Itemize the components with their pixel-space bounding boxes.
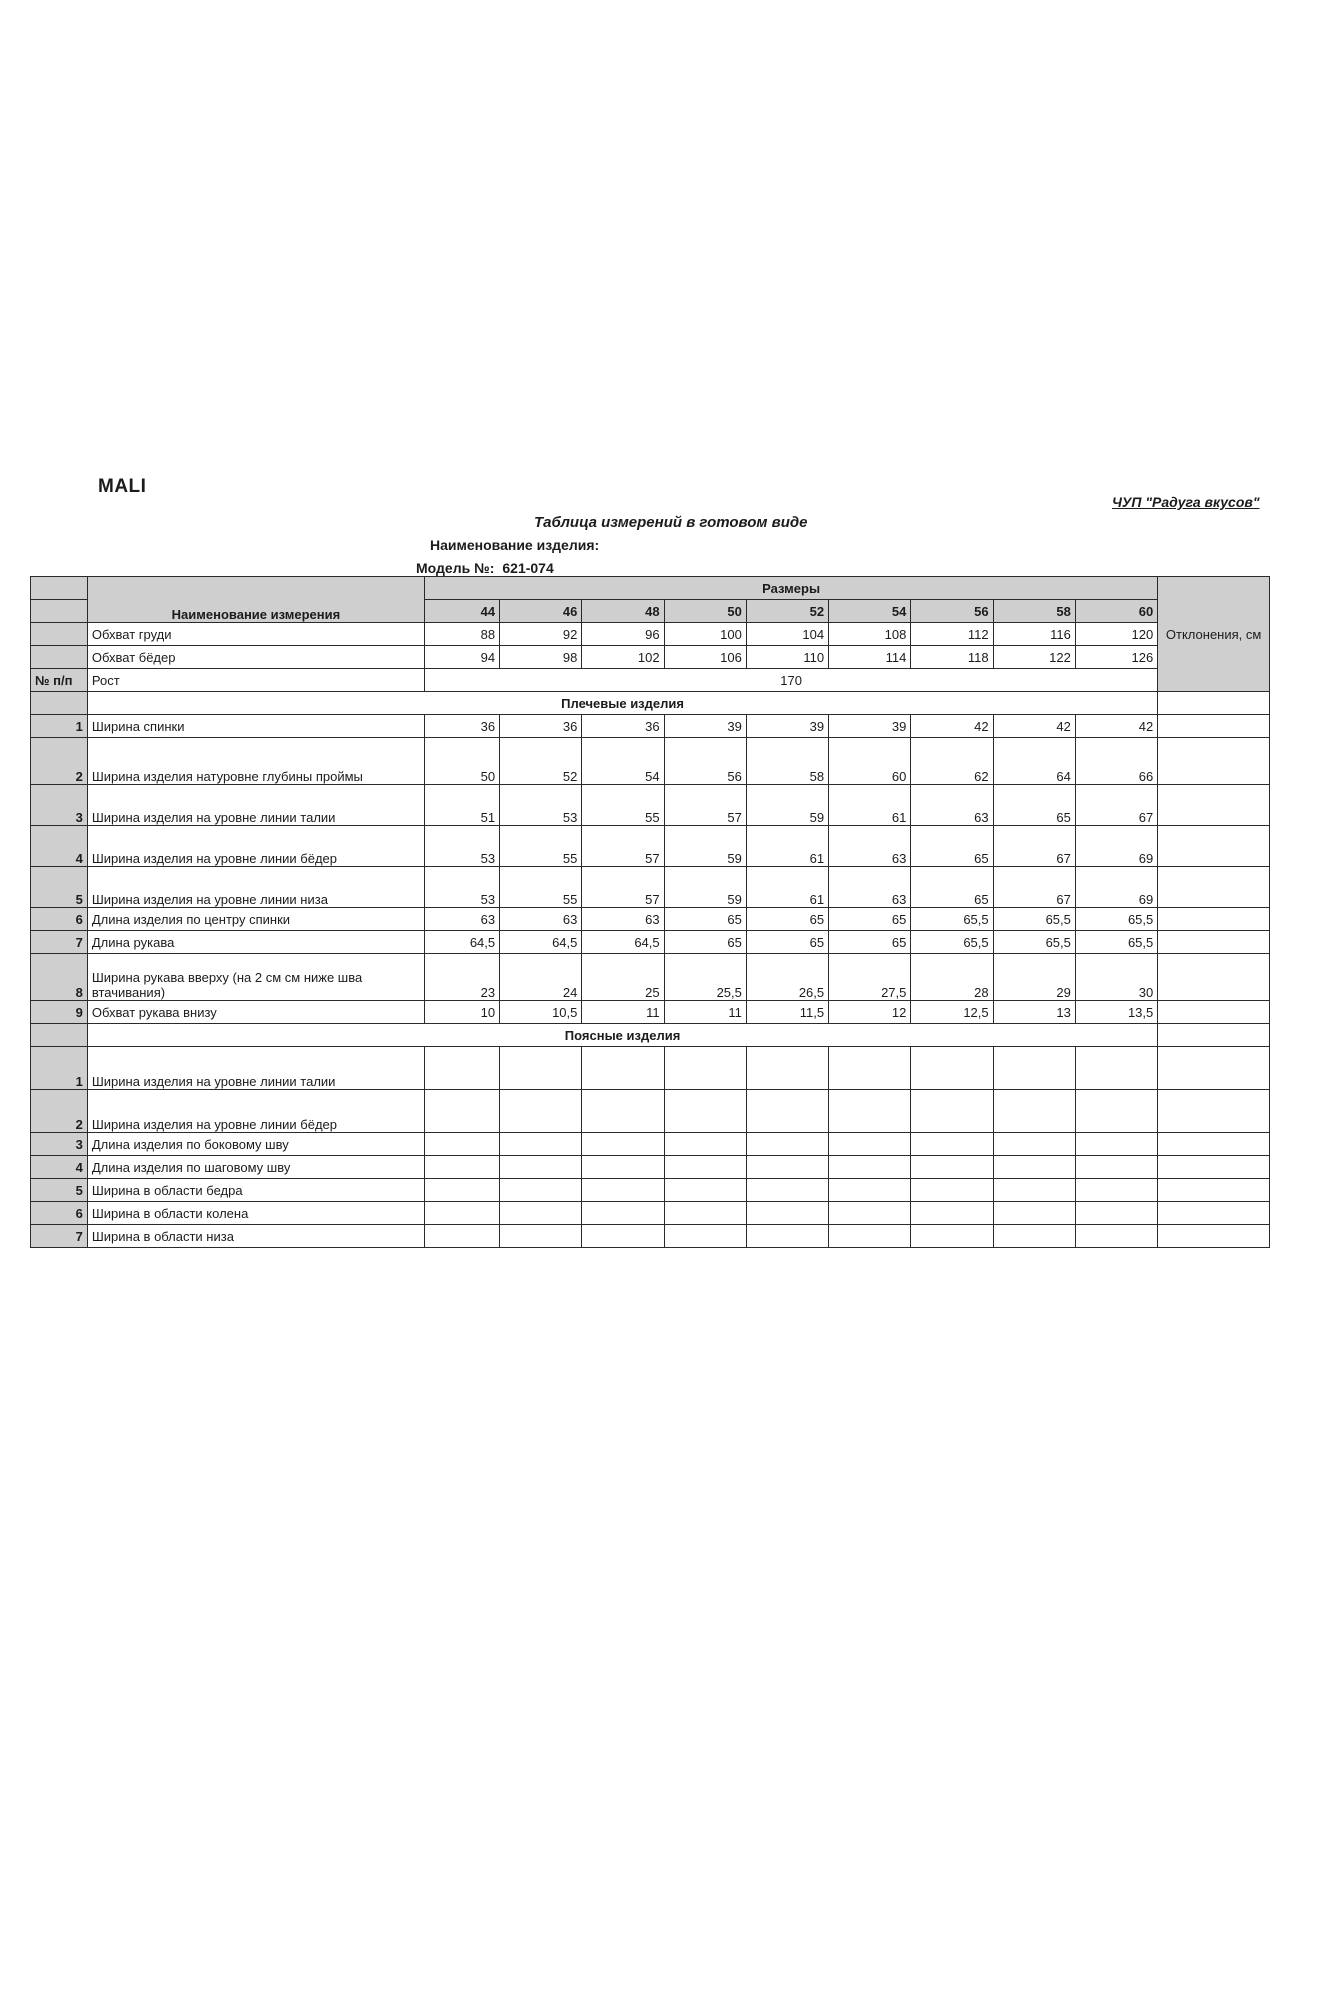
- row-number: 9: [31, 1001, 88, 1024]
- deviation-cell: [1158, 1024, 1270, 1047]
- shoulder-section-title: Плечевые изделия: [87, 692, 1157, 715]
- value-cell: 10: [424, 1001, 499, 1024]
- value-cell: 42: [1075, 715, 1157, 738]
- value-cell: 23: [424, 954, 499, 1001]
- value-cell: 13,5: [1075, 1001, 1157, 1024]
- value-cell: 63: [500, 908, 582, 931]
- value-cell: [993, 1156, 1075, 1179]
- chest-value-cell: 112: [911, 623, 993, 646]
- value-cell: 27,5: [829, 954, 911, 1001]
- measurement-name: Ширина рукава вверху (на 2 см см ниже шва втачивания): [87, 954, 424, 1001]
- chest-value-cell: 108: [829, 623, 911, 646]
- value-cell: [664, 1202, 746, 1225]
- size-header-cell: 58: [993, 600, 1075, 623]
- model-number: 621-074: [502, 560, 554, 576]
- value-cell: 11: [664, 1001, 746, 1024]
- value-cell: [911, 1202, 993, 1225]
- table-row: [31, 1179, 1270, 1202]
- row-number: 2: [31, 1090, 88, 1133]
- hips-label: Обхват бёдер: [87, 646, 424, 669]
- value-cell: [424, 1090, 499, 1133]
- value-cell: 42: [911, 715, 993, 738]
- row-number: 5: [31, 867, 88, 908]
- value-cell: [1075, 1225, 1157, 1248]
- waist-section-title: Поясные изделия: [87, 1024, 1157, 1047]
- hips-value-cell: 110: [746, 646, 828, 669]
- deviation-cell: [1158, 738, 1270, 785]
- value-cell: [911, 1090, 993, 1133]
- value-cell: 26,5: [746, 954, 828, 1001]
- value-cell: [664, 1179, 746, 1202]
- value-cell: 53: [500, 785, 582, 826]
- chest-value-cell: 96: [582, 623, 664, 646]
- value-cell: 65,5: [993, 908, 1075, 931]
- value-cell: [746, 1090, 828, 1133]
- value-cell: 57: [582, 867, 664, 908]
- value-cell: [424, 1156, 499, 1179]
- value-cell: 63: [582, 908, 664, 931]
- measurement-name: Длина изделия по боковому шву: [87, 1133, 424, 1156]
- value-cell: 39: [829, 715, 911, 738]
- value-cell: [500, 1090, 582, 1133]
- value-cell: [664, 1133, 746, 1156]
- value-cell: 64,5: [500, 931, 582, 954]
- hips-value-cell: 126: [1075, 646, 1157, 669]
- value-cell: 24: [500, 954, 582, 1001]
- value-cell: [664, 1090, 746, 1133]
- value-cell: [500, 1047, 582, 1090]
- value-cell: 63: [911, 785, 993, 826]
- corner-cell: [31, 1024, 88, 1047]
- value-cell: 65,5: [1075, 931, 1157, 954]
- chest-value-cell: 88: [424, 623, 499, 646]
- row-number: 6: [31, 1202, 88, 1225]
- hips-value-cell: 98: [500, 646, 582, 669]
- value-cell: 51: [424, 785, 499, 826]
- corner-cell: [31, 646, 88, 669]
- value-cell: [582, 1156, 664, 1179]
- size-header-cell: 52: [746, 600, 828, 623]
- row-number: 7: [31, 931, 88, 954]
- value-cell: 60: [829, 738, 911, 785]
- model-line: [416, 560, 554, 576]
- measurement-name: Длина изделия по центру спинки: [87, 908, 424, 931]
- value-cell: [582, 1225, 664, 1248]
- row-number: 3: [31, 785, 88, 826]
- measurement-name: Ширина в области колена: [87, 1202, 424, 1225]
- measurement-name: Ширина спинки: [87, 715, 424, 738]
- value-cell: [424, 1225, 499, 1248]
- chest-value-cell: 120: [1075, 623, 1157, 646]
- measurement-name: Ширина изделия натуровне глубины проймы: [87, 738, 424, 785]
- height-value: 170: [424, 669, 1157, 692]
- value-cell: 25: [582, 954, 664, 1001]
- value-cell: [664, 1047, 746, 1090]
- value-cell: 42: [993, 715, 1075, 738]
- value-cell: 10,5: [500, 1001, 582, 1024]
- hips-value-cell: 122: [993, 646, 1075, 669]
- size-header-cell: 50: [664, 600, 746, 623]
- deviation-cell: [1158, 1001, 1270, 1024]
- value-cell: 36: [582, 715, 664, 738]
- value-cell: [582, 1202, 664, 1225]
- model-label: Модель №:: [416, 560, 495, 576]
- value-cell: 65: [911, 867, 993, 908]
- row-number-header: № п/п: [31, 669, 88, 692]
- chest-value-cell: 92: [500, 623, 582, 646]
- value-cell: [746, 1156, 828, 1179]
- hips-value-cell: 118: [911, 646, 993, 669]
- size-header-cell: 48: [582, 600, 664, 623]
- measurement-name: Ширина изделия на уровне линии бёдер: [87, 826, 424, 867]
- value-cell: [424, 1202, 499, 1225]
- deviation-cell: [1158, 1156, 1270, 1179]
- value-cell: [911, 1156, 993, 1179]
- value-cell: [829, 1047, 911, 1090]
- value-cell: 11,5: [746, 1001, 828, 1024]
- deviation-cell: [1158, 785, 1270, 826]
- corner-cell: [31, 623, 88, 646]
- value-cell: [911, 1133, 993, 1156]
- value-cell: [664, 1225, 746, 1248]
- table-row: [31, 1047, 1270, 1090]
- value-cell: 53: [424, 826, 499, 867]
- deviation-cell: [1158, 1133, 1270, 1156]
- row-number: 2: [31, 738, 88, 785]
- hips-value-cell: 94: [424, 646, 499, 669]
- hips-value-cell: 106: [664, 646, 746, 669]
- value-cell: 59: [664, 826, 746, 867]
- value-cell: 36: [500, 715, 582, 738]
- value-cell: 65,5: [911, 908, 993, 931]
- measurement-name-header: Наименование измерения: [87, 577, 424, 623]
- size-header-cell: 54: [829, 600, 911, 623]
- value-cell: 61: [829, 785, 911, 826]
- value-cell: 65: [746, 908, 828, 931]
- value-cell: [746, 1133, 828, 1156]
- value-cell: [993, 1225, 1075, 1248]
- value-cell: 39: [746, 715, 828, 738]
- brand-name: MALI: [98, 476, 147, 497]
- row-number: 4: [31, 1156, 88, 1179]
- document-title: Таблица измерений в готовом виде: [534, 514, 808, 531]
- value-cell: [829, 1090, 911, 1133]
- table-row: [31, 1156, 1270, 1179]
- company-name: ЧУП "Радуга вкусов": [1112, 494, 1260, 510]
- value-cell: 66: [1075, 738, 1157, 785]
- measurement-name: Длина изделия по шаговому шву: [87, 1156, 424, 1179]
- corner-cell: [31, 600, 88, 623]
- value-cell: [829, 1202, 911, 1225]
- value-cell: [993, 1133, 1075, 1156]
- value-cell: 67: [993, 826, 1075, 867]
- row-number: 4: [31, 826, 88, 867]
- value-cell: [993, 1047, 1075, 1090]
- measurement-name: Ширина изделия на уровне линии талии: [87, 1047, 424, 1090]
- deviation-cell: [1158, 867, 1270, 908]
- deviation-cell: [1158, 931, 1270, 954]
- table-row: [31, 1001, 1270, 1024]
- corner-cell: [31, 577, 88, 600]
- table-row: [31, 715, 1270, 738]
- value-cell: 55: [500, 826, 582, 867]
- value-cell: 28: [911, 954, 993, 1001]
- value-cell: 57: [664, 785, 746, 826]
- measurement-name: Ширина изделия на уровне линии низа: [87, 867, 424, 908]
- table-row: [31, 785, 1270, 826]
- row-number: 5: [31, 1179, 88, 1202]
- value-cell: 61: [746, 867, 828, 908]
- row-number: 8: [31, 954, 88, 1001]
- hips-value-cell: 114: [829, 646, 911, 669]
- value-cell: 64,5: [424, 931, 499, 954]
- value-cell: [911, 1225, 993, 1248]
- value-cell: [500, 1225, 582, 1248]
- value-cell: 12: [829, 1001, 911, 1024]
- measurement-name: Обхват рукава внизу: [87, 1001, 424, 1024]
- value-cell: 30: [1075, 954, 1157, 1001]
- deviation-cell: [1158, 1225, 1270, 1248]
- value-cell: 29: [993, 954, 1075, 1001]
- deviation-cell: [1158, 908, 1270, 931]
- value-cell: 57: [582, 826, 664, 867]
- table-row: [31, 1225, 1270, 1248]
- hips-value-cell: 102: [582, 646, 664, 669]
- value-cell: 69: [1075, 867, 1157, 908]
- measurement-name: Ширина изделия на уровне линии талии: [87, 785, 424, 826]
- value-cell: 50: [424, 738, 499, 785]
- chest-value-cell: 100: [664, 623, 746, 646]
- value-cell: [500, 1156, 582, 1179]
- value-cell: [500, 1133, 582, 1156]
- value-cell: [424, 1133, 499, 1156]
- measurement-table: [30, 576, 1270, 1248]
- value-cell: 63: [424, 908, 499, 931]
- value-cell: [664, 1156, 746, 1179]
- value-cell: 62: [911, 738, 993, 785]
- table-row: [31, 867, 1270, 908]
- chest-value-cell: 116: [993, 623, 1075, 646]
- value-cell: [500, 1202, 582, 1225]
- value-cell: 65: [664, 931, 746, 954]
- value-cell: 56: [664, 738, 746, 785]
- value-cell: 65: [829, 908, 911, 931]
- value-cell: 65,5: [993, 931, 1075, 954]
- value-cell: [911, 1047, 993, 1090]
- value-cell: [746, 1179, 828, 1202]
- measurement-name: Ширина изделия на уровне линии бёдер: [87, 1090, 424, 1133]
- value-cell: [993, 1090, 1075, 1133]
- value-cell: [746, 1202, 828, 1225]
- measurement-name: Ширина в области низа: [87, 1225, 424, 1248]
- value-cell: 55: [500, 867, 582, 908]
- size-header-cell: 56: [911, 600, 993, 623]
- deviation-cell: [1158, 692, 1270, 715]
- height-label: Рост: [87, 669, 424, 692]
- table-row: [31, 1090, 1270, 1133]
- value-cell: 65,5: [1075, 908, 1157, 931]
- value-cell: [993, 1202, 1075, 1225]
- value-cell: [1075, 1202, 1157, 1225]
- value-cell: 58: [746, 738, 828, 785]
- table-row: [31, 908, 1270, 931]
- value-cell: 55: [582, 785, 664, 826]
- corner-cell: [31, 692, 88, 715]
- value-cell: [1075, 1156, 1157, 1179]
- table-row: [31, 738, 1270, 785]
- value-cell: 13: [993, 1001, 1075, 1024]
- value-cell: [582, 1133, 664, 1156]
- size-header-cell: 44: [424, 600, 499, 623]
- deviation-cell: [1158, 954, 1270, 1001]
- value-cell: [1075, 1047, 1157, 1090]
- value-cell: 25,5: [664, 954, 746, 1001]
- value-cell: [1075, 1179, 1157, 1202]
- chest-label: Обхват груди: [87, 623, 424, 646]
- deviation-cell: [1158, 1202, 1270, 1225]
- value-cell: 53: [424, 867, 499, 908]
- deviation-cell: [1158, 715, 1270, 738]
- value-cell: [582, 1179, 664, 1202]
- value-cell: 63: [829, 867, 911, 908]
- measurement-name: Ширина в области бедра: [87, 1179, 424, 1202]
- value-cell: 67: [993, 867, 1075, 908]
- value-cell: 65: [746, 931, 828, 954]
- deviation-cell: [1158, 1047, 1270, 1090]
- value-cell: [1075, 1133, 1157, 1156]
- value-cell: 61: [746, 826, 828, 867]
- value-cell: 65,5: [911, 931, 993, 954]
- value-cell: 64,5: [582, 931, 664, 954]
- row-number: 3: [31, 1133, 88, 1156]
- value-cell: [746, 1225, 828, 1248]
- row-number: 1: [31, 715, 88, 738]
- table-row: [31, 826, 1270, 867]
- chest-value-cell: 104: [746, 623, 828, 646]
- value-cell: [993, 1179, 1075, 1202]
- value-cell: 65: [911, 826, 993, 867]
- row-number: 1: [31, 1047, 88, 1090]
- item-name-label: Наименование изделия:: [430, 537, 600, 553]
- value-cell: [911, 1179, 993, 1202]
- value-cell: 39: [664, 715, 746, 738]
- value-cell: 12,5: [911, 1001, 993, 1024]
- value-cell: 65: [829, 931, 911, 954]
- value-cell: [829, 1225, 911, 1248]
- value-cell: [582, 1090, 664, 1133]
- deviation-cell: [1158, 826, 1270, 867]
- value-cell: 65: [664, 908, 746, 931]
- value-cell: [829, 1179, 911, 1202]
- size-header-cell: 60: [1075, 600, 1157, 623]
- value-cell: 59: [746, 785, 828, 826]
- value-cell: [424, 1047, 499, 1090]
- value-cell: [829, 1156, 911, 1179]
- sizes-header: Размеры: [424, 577, 1157, 600]
- deviation-cell: [1158, 1090, 1270, 1133]
- value-cell: 64: [993, 738, 1075, 785]
- size-header-cell: 46: [500, 600, 582, 623]
- value-cell: 67: [1075, 785, 1157, 826]
- value-cell: 65: [993, 785, 1075, 826]
- table-row: [31, 954, 1270, 1001]
- value-cell: 36: [424, 715, 499, 738]
- table-row: [31, 1202, 1270, 1225]
- deviation-header: Отклонения, см: [1158, 577, 1270, 692]
- value-cell: 59: [664, 867, 746, 908]
- value-cell: [500, 1179, 582, 1202]
- value-cell: [1075, 1090, 1157, 1133]
- row-number: 7: [31, 1225, 88, 1248]
- value-cell: 69: [1075, 826, 1157, 867]
- value-cell: [424, 1179, 499, 1202]
- table-row: [31, 1133, 1270, 1156]
- value-cell: 11: [582, 1001, 664, 1024]
- value-cell: 63: [829, 826, 911, 867]
- deviation-cell: [1158, 1179, 1270, 1202]
- value-cell: 52: [500, 738, 582, 785]
- value-cell: 54: [582, 738, 664, 785]
- measurement-name: Длина рукава: [87, 931, 424, 954]
- value-cell: [829, 1133, 911, 1156]
- value-cell: [582, 1047, 664, 1090]
- value-cell: [746, 1047, 828, 1090]
- row-number: 6: [31, 908, 88, 931]
- table-row: [31, 931, 1270, 954]
